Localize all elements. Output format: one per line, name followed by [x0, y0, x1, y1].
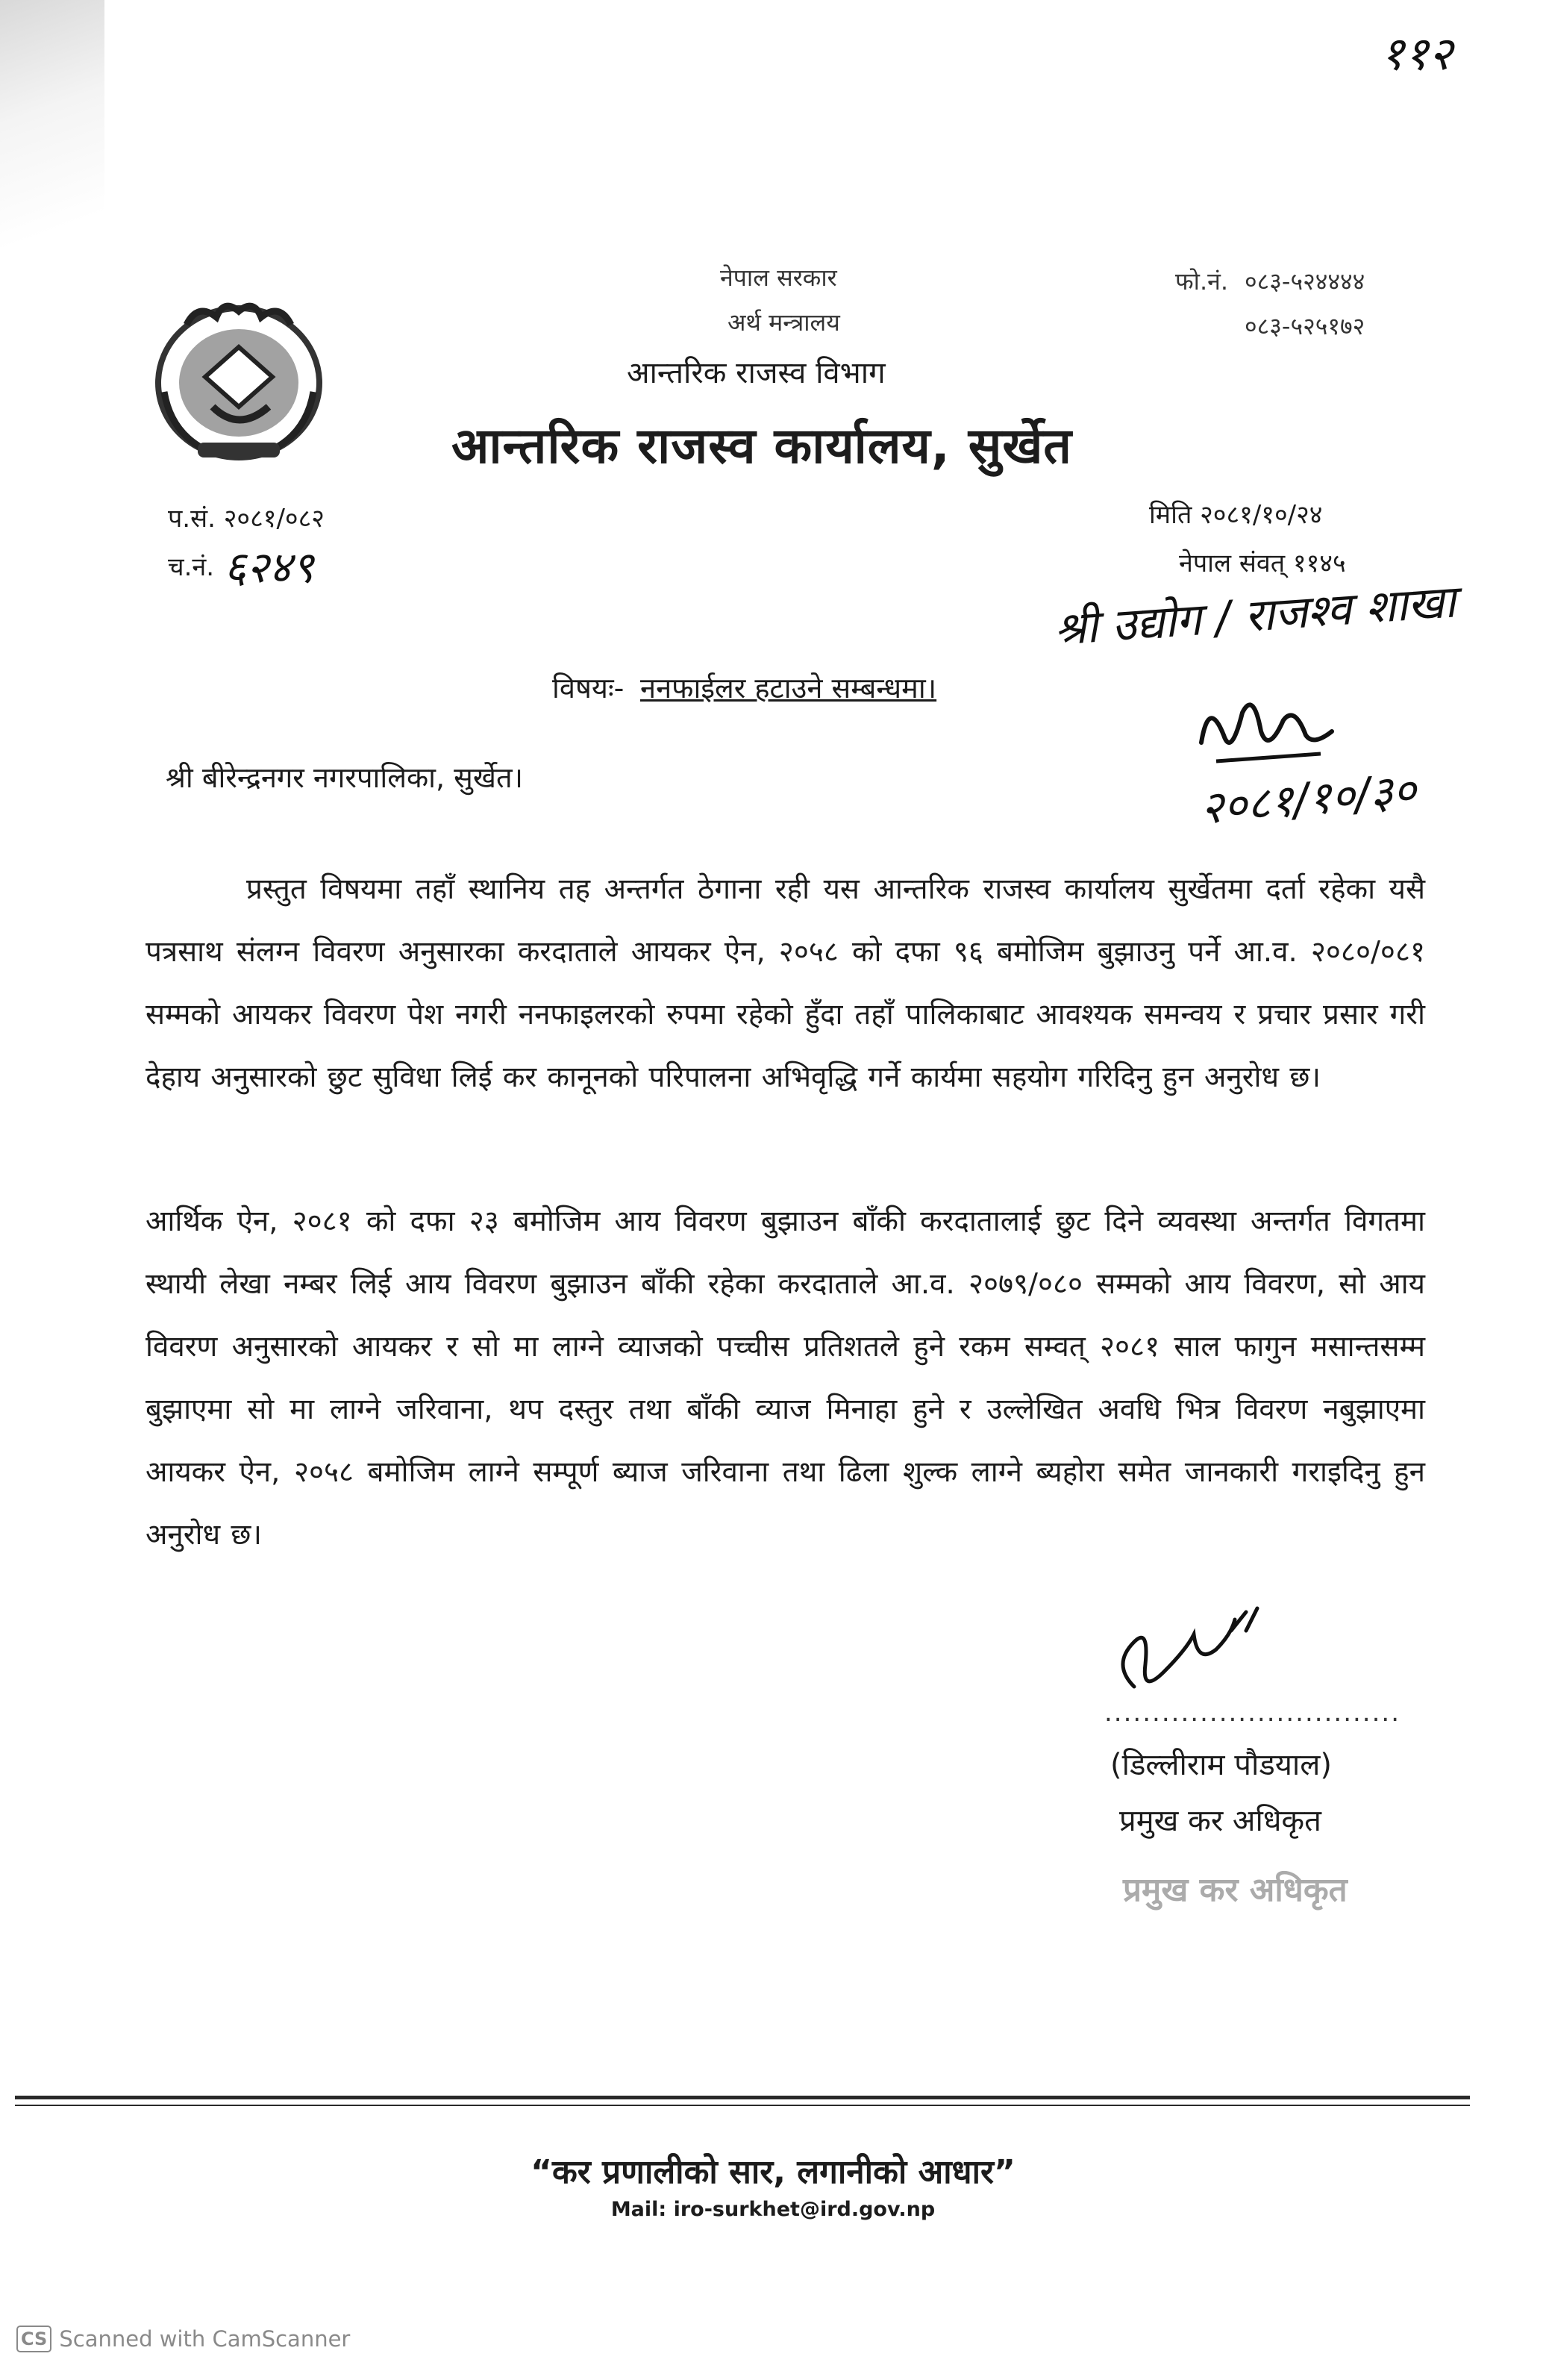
- government-name: नेपाल सरकार: [720, 263, 837, 292]
- handwritten-page-number: ११२: [1380, 26, 1453, 81]
- handwritten-endorsement: श्री उद्योग / राजश्व शाखा: [1052, 575, 1458, 656]
- nepal-government-emblem: [145, 295, 332, 469]
- signer-name: (डिल्लीराम पौडयाल): [1110, 1748, 1333, 1782]
- scan-edge-shadow: [0, 0, 104, 321]
- ministry-name: अर्थ मन्त्रालय: [727, 308, 840, 337]
- scanner-text: Scanned with CamScanner: [59, 2326, 351, 2352]
- handwritten-signature: [1104, 1605, 1298, 1712]
- footer-motto: “कर प्रणालीको सार, लगानीको आधार”: [531, 2153, 1015, 2191]
- official-stamp: प्रमुख कर अधिकृत: [1123, 1871, 1348, 1909]
- footer-rule-thin: [15, 2105, 1470, 2106]
- footer-email: Mail: iro-surkhet@ird.gov.np: [610, 2198, 936, 2221]
- handwritten-endorsement-date: २०८१/१०/३०: [1198, 763, 1418, 835]
- phone-label: फो.नं.: [1175, 267, 1229, 296]
- signature-line: ...............................: [1104, 1698, 1401, 1728]
- scanner-watermark: [16, 2326, 350, 2352]
- body-paragraph-2: आर्थिक ऐन, २०८१ को दफा २३ बमोजिम आय विवरण बुझाउन बाँकी करदातालाई छुट दिने व्यवस्था अन्तर्गत विगतमा स्थायी लेखा नम्बर लिई आय विवरण बुझाउन बाँकी रहेका करदाताले आ.व. २०७९/०८० सम्मको आय विवरण, सो आय विवरण अनुसारको आयकर र सो मा लाग्ने व्याजको पच्चीस प्रतिशतले हुने रकम सम्वत् २०८१ साल फागुन मसान्तसम्म बुझाएमा सो मा लाग्ने जरिवाना, थप दस्तुर तथा बाँकी व्याज मिनाहा हुने र उल्लेखित अवधि भित्र विवरण नबुझाएमा आयकर ऐन, २०५८ बमोजिम लाग्ने सम्पूर्ण ब्याज जरिवाना तथा ढिला शुल्क लाग्ने ब्यहोरा समेत जानकारी गराइदिनु हुन अनुरोध छ।: [145, 1205, 1425, 1552]
- footer-rule-thick: [15, 2096, 1470, 2099]
- nepal-sambat-date: नेपाल संवत् ११४५: [1179, 549, 1346, 578]
- subject-text: ननफाईलर हटाउने सम्बन्धमा।: [640, 672, 937, 705]
- office-name: आन्तरिक राजस्व कार्यालय, सुर्खेत: [451, 417, 1073, 475]
- dispatch-number: ६२४९: [224, 542, 314, 593]
- letter-reference-number: प.सं. २०८१/०८२: [168, 504, 325, 534]
- phone-number-2: ०८३-५२५१७२: [1245, 312, 1365, 340]
- signer-title: प्रमुख कर अधिकृत: [1119, 1804, 1321, 1838]
- addressee: श्री बीरेन्द्रनगर नगरपालिका, सुर्खेत।: [166, 761, 524, 794]
- department-name: आन्तरिक राजस्व विभाग: [627, 356, 886, 390]
- handwritten-initials: [1194, 690, 1343, 775]
- phone-number-1: ०८३-५२४४४४: [1245, 267, 1365, 296]
- camscanner-logo-icon: CS: [16, 2326, 51, 2352]
- letter-date: मिति २०८१/१०/२४: [1149, 500, 1323, 530]
- dispatch-label: च.नं.: [168, 552, 215, 582]
- body-paragraph-1: प्रस्तुत विषयमा तहाँ स्थानिय तह अन्तर्गत ठेगाना रही यस आन्तरिक राजस्व कार्यालय सुर्खेतमा दर्ता रहेका यसै पत्रसाथ संलग्न विवरण अनुसारका करदाताले आयकर ऐन, २०५८ को दफा ९६ बमोजिम बुझाउनु पर्ने आ.व. २०८०/०८१ सम्मको आयकर विवरण पेश नगरी ननफाइलरको रुपमा रहेको हुँदा तहाँ पालिकाबाट आवश्यक समन्वय र प्रचार प्रसार गरी देहाय अनुसारको छुट सुविधा लिई कर कानूनको परिपालना अभिवृद्धि गर्ने कार्यमा सहयोग गरिदिनु हुन अनुरोध छ।: [145, 872, 1425, 1094]
- subject-label: विषयः-: [552, 672, 625, 705]
